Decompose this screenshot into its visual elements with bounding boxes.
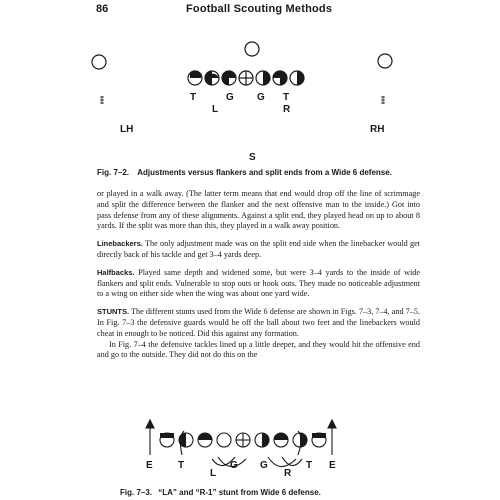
paragraph [97,268,420,300]
paragraph-text: Played same depth and widened some, but were 3–4 yards to the inside of wide flankers and split ends. Vulnerable to stop outs or hook outs. They made no noticeable adjustment to a wing on either side when the wing was about one yard wide. [97,267,421,299]
left-flanker-circle [92,55,106,69]
figure-7-3-diagram [120,415,380,485]
lineman-circle [217,433,231,447]
defense-label-left-halfback: LH [120,124,134,135]
defense-label-left-end: E [146,460,153,471]
defense-label-right-linebacker: R [283,104,291,115]
caption-text: Adjustments versus flankers and split ends from a Wide 6 defense. [137,168,392,177]
defense-label-right-tackle: T [306,460,313,471]
running-title: Football Scouting Methods [186,3,333,15]
right-split-end-circle [378,54,392,68]
defense-label-left-guard: G [226,92,234,103]
run-in-heading: Linebackers. [97,239,143,249]
body-text [97,189,420,368]
defense-label-right-guard: G [257,92,265,103]
defense-label-right-linebacker: R [284,468,292,479]
offensive-line [160,433,326,447]
defense-label-left-tackle: T [178,460,185,471]
paragraph: or played in a walk away. (The latter term means that end would drop off the line of scrimmage and split the difference between the flanker and the next offensive man to the inside.) Got into pass defense from any of these alignments. Against a split end, they played head on up to about 8 yards. If the split was more than this, they played in a walk away position. [97,189,420,231]
page-number: 86 [96,3,109,15]
run-in-heading: Halfbacks. [97,267,135,277]
defense-label-left-tackle: T [190,92,197,103]
running-head [0,3,500,19]
paragraph-text: The only adjustment made was on the split end side when the linebacker would get directly back of his tackle and get 3–4 yards deep. [97,239,420,259]
paragraph: In Fig. 7–4 the defensive tackles lined up a little deeper, and they would hit the offensive end and go to the outside. They did not do this on the [97,339,420,360]
offensive-line [188,71,304,85]
quarterback-circle [245,42,259,56]
paragraph [97,307,420,339]
defense-label-right-halfback: RH [370,124,385,135]
caption-text: “LA” and “R-1” stunt from Wide 6 defense. [158,488,321,497]
defense-label-right-tackle: T [283,92,290,103]
caption-number: Fig. 7–3. [120,488,153,497]
figure-7-2 [80,34,420,166]
defense-label-right-end: E [329,460,336,471]
defense-label-right-guard: G [260,460,268,471]
paragraph-text: The different stunts used from the Wide 6 defense are shown in Figs. 7–3, 7–4, and 7–5. In Fig. 7–3 the defensive guards would be off the ball about two feet and the linebackers would cheat in enough to be noticed. Did this against any formation. [97,307,420,338]
defense-label-safety: S [249,152,256,163]
figure-7-3-caption [120,488,321,497]
defense-label-left-linebacker: L [212,104,219,115]
figure-7-2-diagram [80,34,420,166]
paragraph [97,239,420,261]
run-in-heading: STUNTS. [97,307,130,317]
end-markers [100,96,385,104]
figure-7-2-caption [97,168,392,177]
defense-label-left-guard: G [230,460,238,471]
caption-number: Fig. 7–2. [97,168,130,177]
defense-label-left-linebacker: L [210,468,217,479]
figure-7-3 [120,415,380,485]
